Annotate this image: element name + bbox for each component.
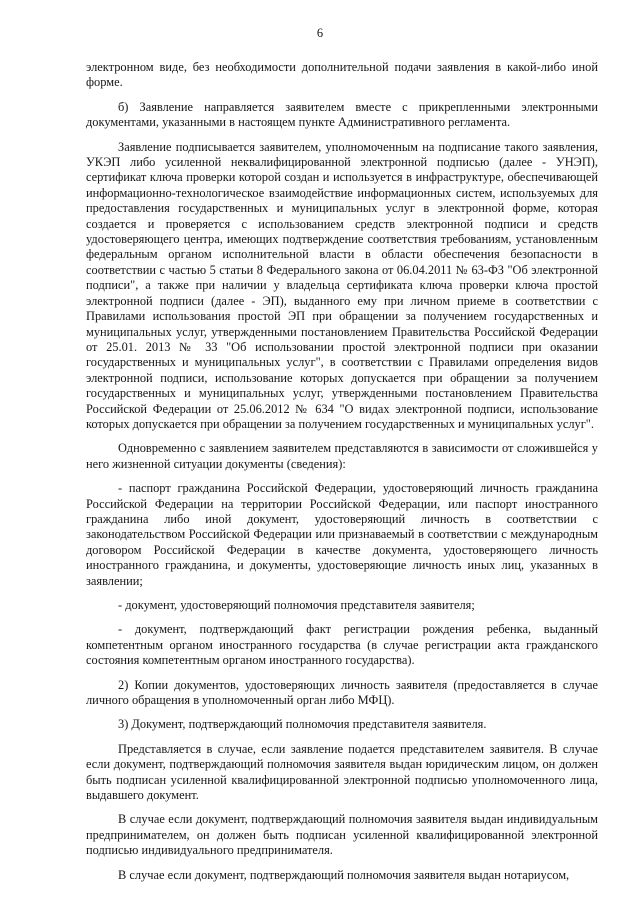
paragraph-passport: - паспорт гражданина Российской Федерации, удостоверяющий личность гражданина Российской Федерации на территории Российской Федерации, или паспорт иностранного гражданина либо иной документ, удостоверяющий личность в соответствии с законодательством Российской Федерации или признаваемый в соответствии с международным договором Российской Федерации в качестве документа, удостоверяющего личность иностранного гражданина, и документы, удостоверяющие личность иных лиц, указанных в заявлении;	[86, 481, 598, 588]
paragraph-legal-entity-case: Представляется в случае, если заявление подается представителем заявителя. В случае если документ, подтверждающий полномочия заявителя выдан юридическим лицом, он должен быть подписан усиленной квалифицированной электронной подписью уполномоченного лица, выдавшего документ.	[86, 741, 598, 803]
paragraph-identity-copies: 2) Копии документов, удостоверяющих личность заявителя (предоставляется в случае личного обращения в уполномоченный орган либо МФЦ).	[86, 677, 598, 708]
paragraph-authority-document: 3) Документ, подтверждающий полномочия представителя заявителя.	[118, 717, 487, 732]
paragraph-signature-requirements: Заявление подписывается заявителем, уполномоченным на подписание такого заявления, УКЭП либо усиленной неквалифицированной электронной подписью (далее - УНЭП), сертификат ключа проверки которой создан и используется в инфраструктуре, обеспечивающей информационно-технологическое взаимодействие информационных систем, используемых для предоставления государственных и муниципальных услуг в электронной форме, которая создается и проверяется с использованием средств электронной подписи и средств удостоверяющего центра, имеющих подтверждение соответствия требованиям, установленным федеральным органом исполнительной власти в области обеспечения безопасности в соответствии с частью 5 статьи 8 Федерального закона от 06.04.2011 № 63-ФЗ "Об электронной подписи", а также при наличии у владельца сертификата ключа проверки ключа простой электронной подписи (далее - ЭП), выданного ему при личном приеме в соответствии с Правилами использования простой ЭП при обращении за получением государственных и муниципальных услуг, утвержденными постановлением Правительства Российской Федерации от 25.01. 2013 № 33 "Об использовании простой электронной подписи при оказании государственных и муниципальных услуг", в соответствии с Правилами определения видов электронной подписи, использование которых допускается при обращении за получением государственных и муниципальных услуг, утвержденными постановлением Правительства Российской Федерации от 25.06.2012 № 634 "О видах электронной подписи, использование которых допускается при обращении за получением государственных и муниципальных услуг".	[86, 139, 598, 431]
paragraph-birth-registration: - документ, подтверждающий факт регистрации рождения ребенка, выданный компетентным органом иностранного государства (в случае регистрации акта гражданского состояния компетентным органом иностранного государства).	[86, 622, 598, 668]
body-text	[86, 60, 598, 892]
paragraph-item-b: б) Заявление направляется заявителем вместе с прикрепленными электронными документами, указанными в настоящем пункте Административного регламента.	[86, 99, 598, 130]
paragraph-notary-case: В случае если документ, подтверждающий полномочия заявителя выдан нотариусом,	[118, 867, 570, 882]
paragraph-continuation: электронном виде, без необходимости дополнительной подачи заявления в какой-либо иной форме.	[86, 60, 598, 90]
paragraph-documents-intro: Одновременно с заявлением заявителем представляются в зависимости от сложившейся у него жизненной ситуации документы (сведения):	[86, 441, 598, 471]
page-number: 6	[316, 26, 324, 40]
paragraph-representative-document: - документ, удостоверяющий полномочия представителя заявителя;	[118, 598, 475, 612]
paragraph-entrepreneur-case: В случае если документ, подтверждающий полномочия заявителя выдан индивидуальным предпринимателем, он должен быть подписан усиленной квалифицированной электронной подписью индивидуального предпринимателя.	[86, 812, 598, 858]
